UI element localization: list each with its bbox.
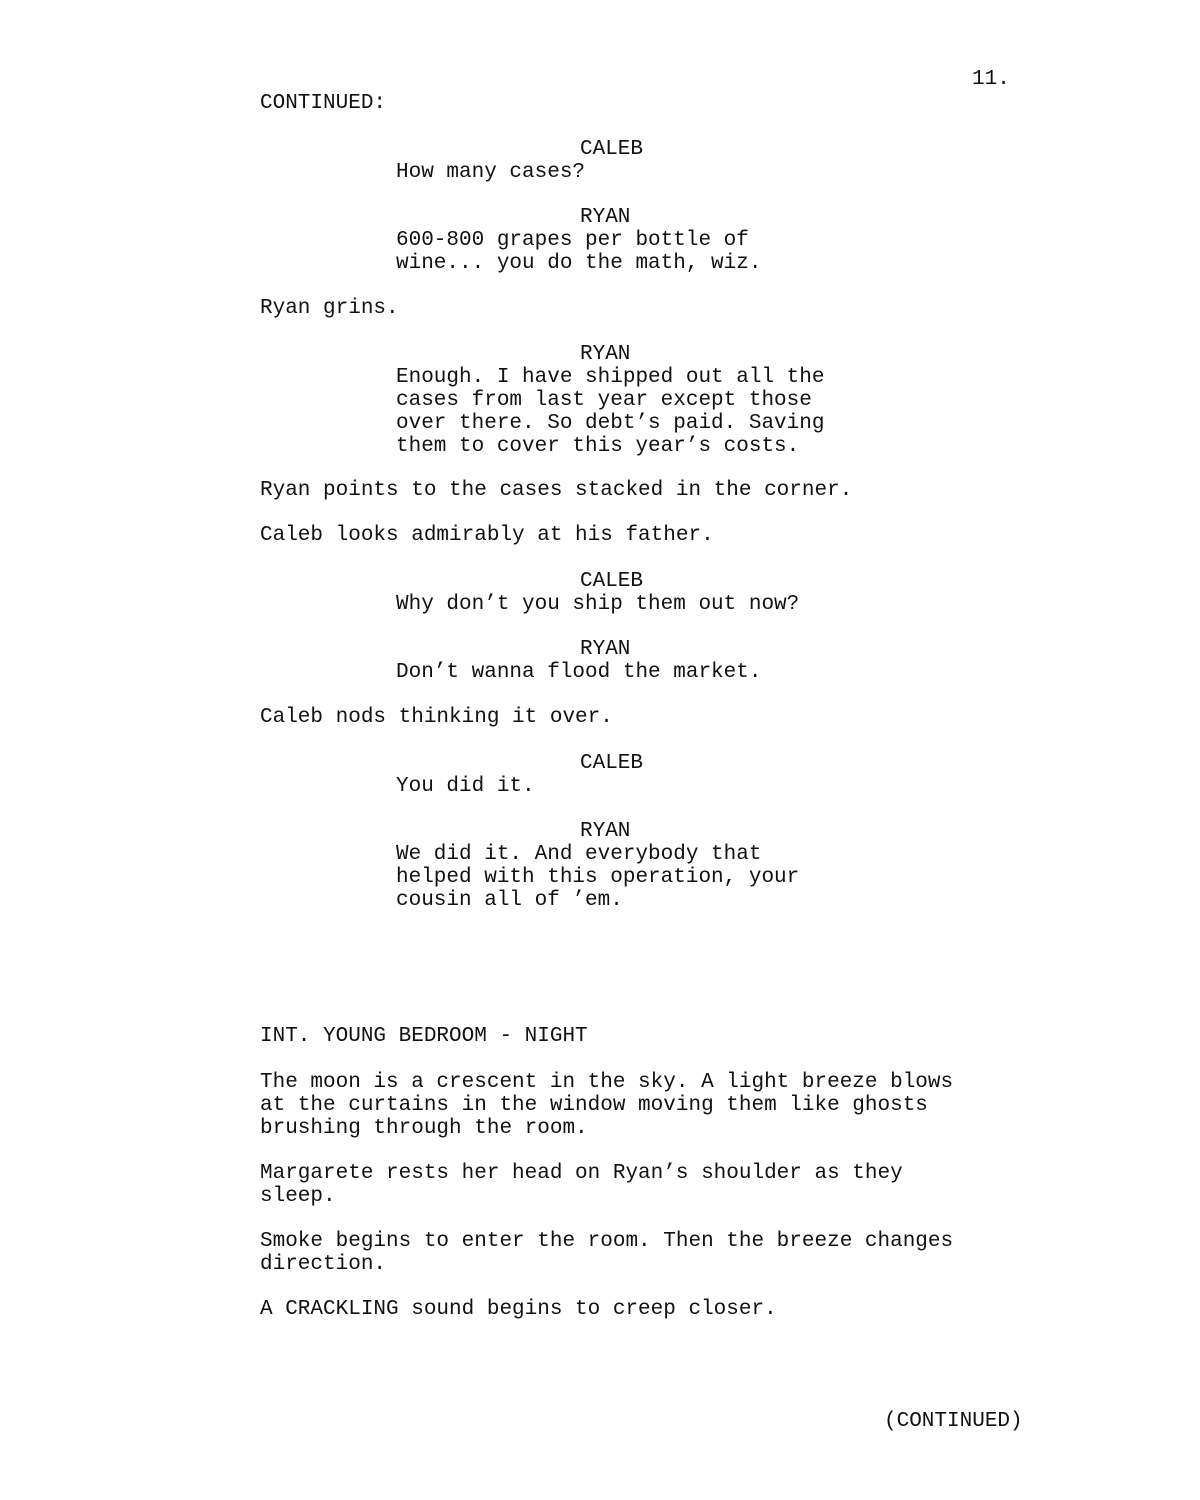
continued-header: CONTINUED:: [260, 92, 387, 115]
action-line: direction.: [260, 1253, 387, 1276]
action-line: Margarete rests her head on Ryan’s shoulder as they: [260, 1162, 903, 1185]
action-line: A CRACKLING sound begins to creep closer.: [260, 1298, 777, 1321]
dialogue-line: Why don’t you ship them out now?: [396, 593, 800, 616]
dialogue-line: You did it.: [396, 775, 535, 798]
action-line: sleep.: [260, 1185, 336, 1208]
character-cue: RYAN: [580, 820, 631, 843]
character-cue: RYAN: [580, 206, 631, 229]
scene-heading: INT. YOUNG BEDROOM - NIGHT: [260, 1025, 588, 1048]
dialogue-line: Don’t wanna flood the market.: [396, 661, 762, 684]
action-line: Caleb nods thinking it over.: [260, 706, 613, 729]
dialogue-line: wine... you do the math, wiz.: [396, 252, 762, 275]
character-cue: CALEB: [580, 138, 644, 161]
dialogue-line: helped with this operation, your: [396, 866, 800, 889]
action-line: Ryan points to the cases stacked in the corner.: [260, 479, 853, 502]
dialogue-line: We did it. And everybody that: [396, 843, 762, 866]
dialogue-line: cousin all of ’em.: [396, 889, 623, 912]
character-cue: RYAN: [580, 343, 631, 366]
continued-footer: (CONTINUED): [884, 1410, 1023, 1433]
action-line: Caleb looks admirably at his father.: [260, 524, 714, 547]
character-cue: CALEB: [580, 570, 644, 593]
dialogue-line: cases from last year except those: [396, 389, 812, 412]
action-line: Smoke begins to enter the room. Then the breeze changes: [260, 1230, 954, 1253]
action-line: Ryan grins.: [260, 297, 399, 320]
action-line: brushing through the room.: [260, 1117, 588, 1140]
action-line: The moon is a crescent in the sky. A light breeze blows: [260, 1071, 954, 1094]
dialogue-line: them to cover this year’s costs.: [396, 435, 800, 458]
character-cue: RYAN: [580, 638, 631, 661]
dialogue-line: over there. So debt’s paid. Saving: [396, 412, 825, 435]
character-cue: CALEB: [580, 752, 644, 775]
dialogue-line: 600-800 grapes per bottle of: [396, 229, 749, 252]
dialogue-line: Enough. I have shipped out all the: [396, 366, 825, 389]
page-number: 11.: [972, 68, 1010, 91]
dialogue-line: How many cases?: [396, 161, 586, 184]
action-line: at the curtains in the window moving them like ghosts: [260, 1094, 928, 1117]
